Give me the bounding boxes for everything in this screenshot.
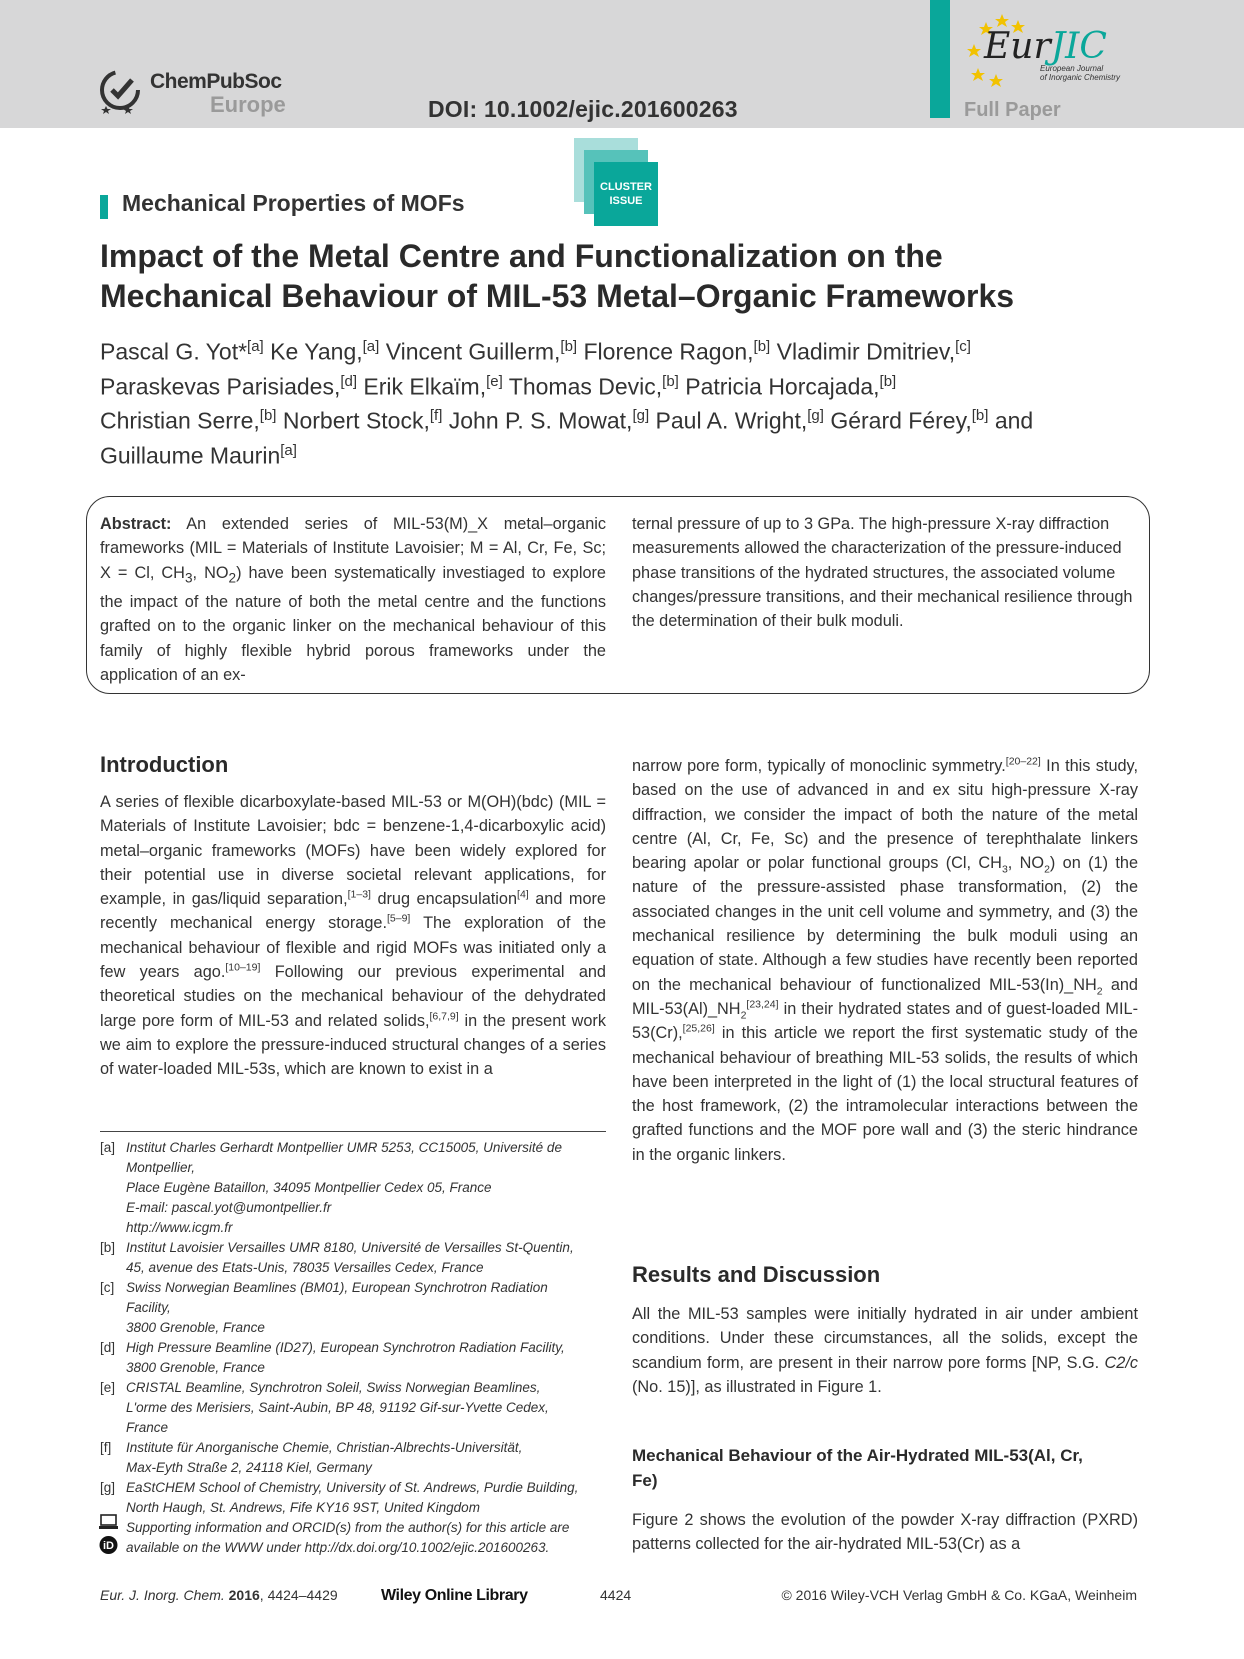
affiliation-tag: [b] bbox=[100, 1240, 116, 1255]
affiliation-row bbox=[100, 1478, 610, 1518]
copyright: © 2016 Wiley-VCH Verlag GmbH & Co. KGaA, Weinheim bbox=[781, 1587, 1137, 1603]
affiliation-line: 3800 Grenoble, France bbox=[126, 1320, 265, 1335]
affiliation-line: CRISTAL Beamline, Synchrotron Soleil, Swiss Norwegian Beamlines, bbox=[126, 1380, 541, 1395]
wiley-online-library-link[interactable]: Wiley Online Library bbox=[381, 1587, 528, 1604]
article-type: Full Paper bbox=[964, 99, 1061, 121]
affiliation-row bbox=[100, 1138, 610, 1238]
article-title: Impact of the Metal Centre and Functionalization on the Mechanical Behaviour of MIL-53 Metal–Organic Frameworks bbox=[100, 238, 1015, 314]
affiliation-line: 3800 Grenoble, France bbox=[126, 1360, 265, 1375]
affiliation-line: Swiss Norwegian Beamlines (BM01), European Synchrotron Radiation bbox=[126, 1280, 548, 1295]
affiliation-line: Supporting information and ORCID(s) from the author(s) for this article are bbox=[126, 1520, 570, 1535]
affiliation-line: France bbox=[126, 1420, 169, 1435]
chempubsoc-emblem-icon bbox=[98, 66, 146, 114]
affiliation-tag: [e] bbox=[100, 1380, 116, 1395]
affiliation-line: North Haugh, St. Andrews, Fife KY16 9ST, United Kingdom bbox=[126, 1500, 480, 1515]
affiliation-line: L'orme des Merisiers, Saint-Aubin, BP 48, 91192 Gif-sur-Yvette Cedex, bbox=[126, 1400, 549, 1415]
author-list: Pascal G. Yot*[a] Ke Yang,[a] Vincent Guillerm,[b] Florence Ragon,[b] Vladimir Dmitriev,[c] Paraskevas Parisiades,[d] Erik Elkaïm,[e] Thomas Devic,[b] Patricia Horcajada,[b] Christian Serre,[b] Norbert Stock,[f] John P. S. Mowat,[g] Paul A. Wright,[g] Gérard Férey,[b] and Guillaume Maurin[a] bbox=[100, 338, 1034, 469]
svg-text:iD: iD bbox=[103, 1540, 114, 1552]
cluster-issue-badge bbox=[574, 138, 664, 228]
results-text-2: Figure 2 shows the evolution of the powder X-ray diffraction (PXRD) patterns collected for the air-hydrated MIL-53(Cr) as a bbox=[632, 1511, 1138, 1554]
affiliation-line: Montpellier, bbox=[126, 1160, 196, 1175]
affiliation-line: available on the WWW under http://dx.doi.org/10.1002/ejic.201600263. bbox=[126, 1540, 550, 1555]
supporting-info-icons bbox=[98, 1514, 120, 1556]
intro-text: A series of flexible dicarboxylate-based MIL-53 or M(OH)(bdc) (MIL = Materials of Institute Lavoisier; bdc = benzene-1,4-dicarboxylic acid) metal–organic frameworks (MOFs) have been widely explored for their potential use in diverse societal relevant applications, for example, in gas/liquid separation,[1–3] drug encapsulation[4] and more recently mechanical energy storage.[5–9] The exploration of the mechanical behaviour of flexible and rigid MOFs was initiated only a few years ago.[10–19] Following our previous experimental and theoretical studies on the mechanical behaviour of the dehydrated large pore form of MIL-53 and related solids,[6,7,9] in the present work we aim to explore the pressure-induced structural changes of a series of water-loaded MIL-53s, which are known to exist in a bbox=[100, 793, 607, 1079]
orcid-icon bbox=[100, 1536, 118, 1554]
affiliation-row bbox=[100, 1278, 610, 1338]
abstract-right: ternal pressure of up to 3 GPa. The high-pressure X-ray diffraction measurements allowed the characterization of the pressure-induced phase transitions of the hydrated structures, the associated volume changes/pressure transitions, and their mechanical resilience through the determination of their bulk moduli. bbox=[632, 515, 1133, 631]
affiliation-line: High Pressure Beamline (ID27), European Synchrotron Radiation Facility, bbox=[126, 1340, 565, 1355]
affiliation-line: Facility, bbox=[126, 1300, 171, 1315]
affiliation-row bbox=[100, 1338, 610, 1378]
affiliation-line: Place Eugène Bataillon, 34095 Montpellier Cedex 05, France bbox=[126, 1180, 492, 1195]
affiliation-line: E-mail: pascal.yot@umontpellier.fr bbox=[126, 1200, 332, 1215]
affiliation-tag: [g] bbox=[100, 1480, 116, 1495]
laptop-icon bbox=[99, 1515, 118, 1529]
badge-layer-front: CLUSTER ISSUE bbox=[594, 162, 658, 226]
results-text: All the MIL-53 samples were initially hydrated in air under ambient conditions. Under these circumstances, all the solids, except the scandium form, are present in their narrow pore forms [NP, S.G. C2/c (No. 15)], as illustrated in Figure 1. bbox=[632, 1305, 1138, 1396]
results-heading: Results and Discussion bbox=[632, 1262, 881, 1287]
chempubsoc-logo bbox=[98, 66, 298, 120]
affiliation-line: http://www.icgm.fr bbox=[126, 1220, 233, 1235]
header-accent-bar bbox=[930, 0, 950, 118]
affiliation-tag: [a] bbox=[100, 1140, 116, 1155]
intro-heading: Introduction bbox=[100, 752, 229, 777]
affiliation-tag: [f] bbox=[100, 1440, 112, 1455]
section-label: Mechanical Properties of MOFs bbox=[122, 190, 465, 216]
doi-link[interactable]: DOI: 10.1002/ejic.201600263 bbox=[428, 96, 738, 122]
section-marker bbox=[100, 195, 108, 219]
affiliation-row bbox=[100, 1438, 610, 1478]
publisher-name: ChemPubSoc bbox=[150, 70, 282, 93]
results-subheading: Mechanical Behaviour of the Air-Hydrated MIL-53(Al, Cr, Fe) bbox=[632, 1446, 1083, 1490]
affiliation-row bbox=[100, 1518, 610, 1558]
affiliation-divider bbox=[100, 1131, 606, 1132]
affiliation-line: Max-Eyth Straße 2, 24118 Kiel, Germany bbox=[126, 1460, 372, 1475]
journal-logo-text: EurJIC bbox=[984, 26, 1107, 67]
affiliation-tag: [d] bbox=[100, 1340, 116, 1355]
page-number: 4424 bbox=[600, 1587, 632, 1603]
affiliation-line: Institut Lavoisier Versailles UMR 8180, Université de Versailles St-Quentin, bbox=[126, 1240, 574, 1255]
affiliation-row bbox=[100, 1238, 610, 1278]
publisher-sub: Europe bbox=[210, 92, 286, 117]
abstract-left: Abstract: An extended series of MIL-53(M)_X metal–organic frameworks (MIL = Materials of Institute Lavoisier; M = Al, Cr, Fe, Sc; X = Cl, $CH_3$, $NO_2$) have been systematically investiaged to explore the impact of the nature of both the metal centre and the functions grafted on to the organic linker on the mechanical behaviour of this family of highly flexible hybrid porous frameworks under the application of an ex- bbox=[100, 515, 607, 685]
affiliation-line: 45, avenue des Etats-Unis, 78035 Versailles Cedex, France bbox=[126, 1260, 484, 1275]
affiliation-tag: [c] bbox=[100, 1280, 115, 1295]
affiliation-row bbox=[100, 1378, 610, 1438]
affiliations bbox=[100, 1138, 610, 1558]
footer-citation: Eur. J. Inorg. Chem. 2016, 4424–4429 bbox=[100, 1587, 338, 1603]
affiliation-line: Institute für Anorganische Chemie, Christian-Albrechts-Universität, bbox=[126, 1440, 523, 1455]
affiliation-line: Institut Charles Gerhardt Montpellier UMR 5253, CC15005, Université de bbox=[126, 1140, 562, 1155]
affiliation-line: EaStCHEM School of Chemistry, University of St. Andrews, Purdie Building, bbox=[126, 1480, 579, 1495]
journal-logo-subtitle: European Journal of Inorganic Chemistry bbox=[1040, 64, 1121, 82]
right-column-text: narrow pore form, typically of monoclinic symmetry.[20–22] In this study, based on the use of advanced in and ex situ high-pressure X-ray diffraction, we consider the impact of both the nature of the metal centre (Al, Cr, Fe, Sc) and the presence of terephthalate linkers bearing apolar or polar functional groups (Cl, $CH_3$, $NO_2$) on (1) the nature of the pressure-assisted phase transformation, (2) the associated changes in the unit cell volume and symmetry, and (3) the mechanical resilience by determining the bulk moduli using an equation of state. Although a few studies have recently been reported on the mechanical behaviour of functionalized MIL-$53(In)\_NH_2$ and MIL-$53(Al)\_NH_2[23,24]$ in their hydrated states and of guest-loaded MIL-53(Cr),[25,26] in this article we report the first systematic study of the mechanical behaviour of breathing MIL-53 solids, the results of which have been interpreted in the light of (1) the local structural features of the host framework, (2) the intramolecular interactions between the grafted functions and the MOF pore wall and (3) the steric hindrance in the organic linkers. bbox=[632, 755, 1139, 1164]
